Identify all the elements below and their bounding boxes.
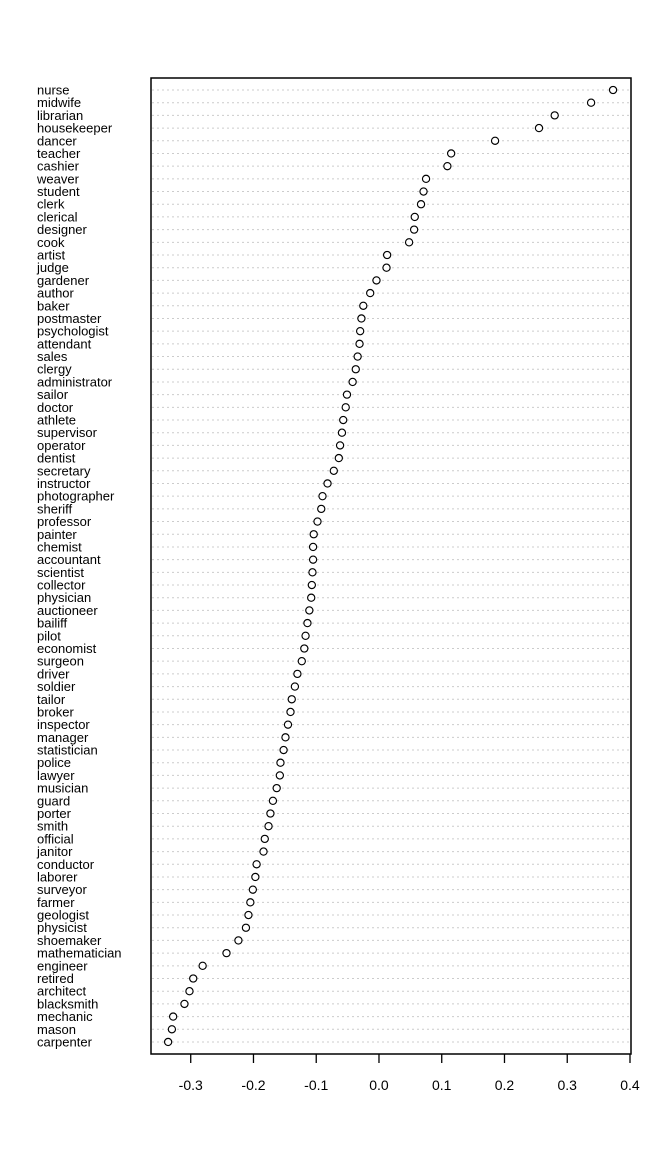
data-point: [373, 277, 380, 284]
data-point: [324, 480, 331, 487]
x-tick-label: 0.4: [620, 1077, 640, 1093]
data-point: [288, 696, 295, 703]
category-label: designer: [37, 222, 87, 238]
category-label: auctioneer: [37, 602, 98, 618]
category-label: dentist: [37, 450, 76, 466]
data-point: [309, 543, 316, 550]
data-point: [304, 620, 311, 627]
data-point: [411, 213, 418, 220]
data-point: [444, 163, 451, 170]
data-point: [186, 988, 193, 995]
category-label: pilot: [37, 628, 61, 644]
data-point: [168, 1026, 175, 1033]
x-tick-label: -0.1: [304, 1077, 329, 1093]
data-point: [587, 99, 594, 106]
category-label: attendant: [37, 336, 92, 352]
data-point: [287, 708, 294, 715]
category-label: manager: [37, 729, 89, 745]
data-point: [260, 848, 267, 855]
data-point: [384, 251, 391, 258]
data-point: [282, 734, 289, 741]
category-label: baker: [37, 298, 70, 314]
data-point: [190, 975, 197, 982]
category-label: mason: [37, 1021, 77, 1037]
category-label: soldier: [37, 679, 76, 695]
data-point: [267, 810, 274, 817]
data-point: [308, 581, 315, 588]
category-label: bailiff: [37, 615, 68, 631]
data-point: [352, 366, 359, 373]
category-label: operator: [37, 437, 86, 453]
data-point: [245, 911, 252, 918]
data-point: [276, 772, 283, 779]
data-point: [261, 835, 268, 842]
category-label: mathematician: [37, 945, 122, 961]
category-label: inspector: [37, 717, 90, 733]
data-point: [551, 112, 558, 119]
data-point: [294, 670, 301, 677]
data-point: [340, 416, 347, 423]
category-label: gardener: [37, 272, 90, 288]
category-label: conductor: [37, 856, 95, 872]
category-label: painter: [37, 526, 77, 542]
category-label: midwife: [37, 95, 82, 111]
data-point: [358, 315, 365, 322]
category-label: supervisor: [37, 425, 97, 441]
data-point: [306, 607, 313, 614]
data-point: [247, 899, 254, 906]
category-label: mechanic: [37, 1009, 93, 1025]
data-point: [249, 886, 256, 893]
category-label: clergy: [37, 361, 72, 377]
category-label: physician: [37, 590, 92, 606]
data-point: [491, 137, 498, 144]
data-point: [336, 442, 343, 449]
category-label: guard: [37, 793, 71, 809]
category-label: statistician: [37, 742, 98, 758]
category-label: nurse: [37, 82, 70, 98]
category-label: porter: [37, 806, 71, 822]
data-point: [417, 201, 424, 208]
category-label: sheriff: [37, 501, 73, 517]
data-point: [330, 467, 337, 474]
data-point: [302, 632, 309, 639]
data-point: [199, 962, 206, 969]
data-point: [422, 175, 429, 182]
data-point: [357, 328, 364, 335]
category-label: farmer: [37, 894, 75, 910]
category-label: economist: [37, 640, 97, 656]
data-point: [411, 226, 418, 233]
category-label: artist: [37, 247, 66, 263]
data-point: [265, 823, 272, 830]
category-label: housekeeper: [37, 120, 113, 136]
category-label: dancer: [37, 133, 77, 149]
data-point: [535, 124, 542, 131]
data-point: [383, 264, 390, 271]
data-point: [309, 569, 316, 576]
data-point: [349, 378, 356, 385]
data-point: [356, 340, 363, 347]
data-point: [242, 924, 249, 931]
x-tick-label: -0.3: [178, 1077, 203, 1093]
category-label: student: [37, 184, 80, 200]
category-label: doctor: [37, 399, 74, 415]
data-point: [181, 1000, 188, 1007]
category-label: scientist: [37, 564, 84, 580]
category-label: retired: [37, 971, 74, 987]
plot-frame: [151, 78, 631, 1054]
category-label: athlete: [37, 412, 77, 428]
category-label: librarian: [37, 107, 84, 123]
data-point: [406, 239, 413, 246]
category-label: tailor: [37, 691, 66, 707]
data-point: [338, 429, 345, 436]
category-label: architect: [37, 983, 87, 999]
category-label: accountant: [37, 552, 101, 568]
category-label: weaver: [37, 171, 79, 187]
category-label: teacher: [37, 145, 81, 161]
data-point: [280, 746, 287, 753]
data-point: [277, 759, 284, 766]
data-point: [448, 150, 455, 157]
data-point: [170, 1013, 177, 1020]
category-label: engineer: [37, 958, 88, 974]
category-label: laborer: [37, 869, 78, 885]
data-point: [360, 302, 367, 309]
category-label: official: [37, 831, 74, 847]
category-label: smith: [37, 818, 69, 834]
category-label: administrator: [37, 374, 113, 390]
data-point: [367, 289, 374, 296]
data-point: [319, 493, 326, 500]
data-point: [309, 556, 316, 563]
data-point: [253, 861, 260, 868]
data-point: [335, 454, 342, 461]
data-point: [273, 785, 280, 792]
category-label: police: [37, 755, 71, 771]
data-point: [223, 950, 230, 957]
data-point: [314, 518, 321, 525]
x-tick-label: 0.3: [557, 1077, 577, 1093]
category-label: judge: [37, 260, 69, 276]
data-point: [298, 658, 305, 665]
category-label: professor: [37, 514, 92, 530]
data-point: [343, 391, 350, 398]
x-tick-label: 0.0: [369, 1077, 389, 1093]
data-point: [235, 937, 242, 944]
category-label: author: [37, 285, 74, 301]
data-point: [269, 797, 276, 804]
category-label: cashier: [37, 158, 79, 174]
category-label: surgeon: [37, 653, 84, 669]
category-label: shoemaker: [37, 932, 102, 948]
category-label: surveyor: [37, 882, 87, 898]
category-label: collector: [37, 577, 86, 593]
x-tick-label: 0.1: [432, 1077, 452, 1093]
data-point: [165, 1038, 172, 1045]
category-label: physicist: [37, 920, 87, 936]
category-label: postmaster: [37, 310, 102, 326]
category-label: janitor: [37, 844, 73, 860]
category-label: clerk: [37, 196, 65, 212]
category-label: sales: [37, 349, 68, 365]
category-label: driver: [37, 666, 70, 682]
data-point: [342, 404, 349, 411]
category-label: photographer: [37, 488, 115, 504]
category-label: musician: [37, 780, 89, 796]
category-label: clerical: [37, 209, 78, 225]
x-tick-label: 0.2: [494, 1077, 515, 1093]
data-point: [318, 505, 325, 512]
data-point: [308, 594, 315, 601]
category-label: secretary: [37, 463, 91, 479]
category-label: instructor: [37, 475, 91, 491]
x-tick-label: -0.2: [241, 1077, 266, 1093]
category-label: sailor: [37, 387, 69, 403]
category-label: lawyer: [37, 767, 75, 783]
category-label: blacksmith: [37, 996, 99, 1012]
category-label: cook: [37, 234, 65, 250]
category-label: psychologist: [37, 323, 109, 339]
data-point: [609, 86, 616, 93]
data-point: [301, 645, 308, 652]
data-point: [354, 353, 361, 360]
data-point: [252, 873, 259, 880]
data-point: [420, 188, 427, 195]
category-label: broker: [37, 704, 74, 720]
category-label: geologist: [37, 907, 90, 923]
category-label: carpenter: [37, 1034, 92, 1050]
data-point: [284, 721, 291, 728]
data-point: [291, 683, 298, 690]
data-point: [310, 531, 317, 538]
category-label: chemist: [37, 539, 82, 555]
